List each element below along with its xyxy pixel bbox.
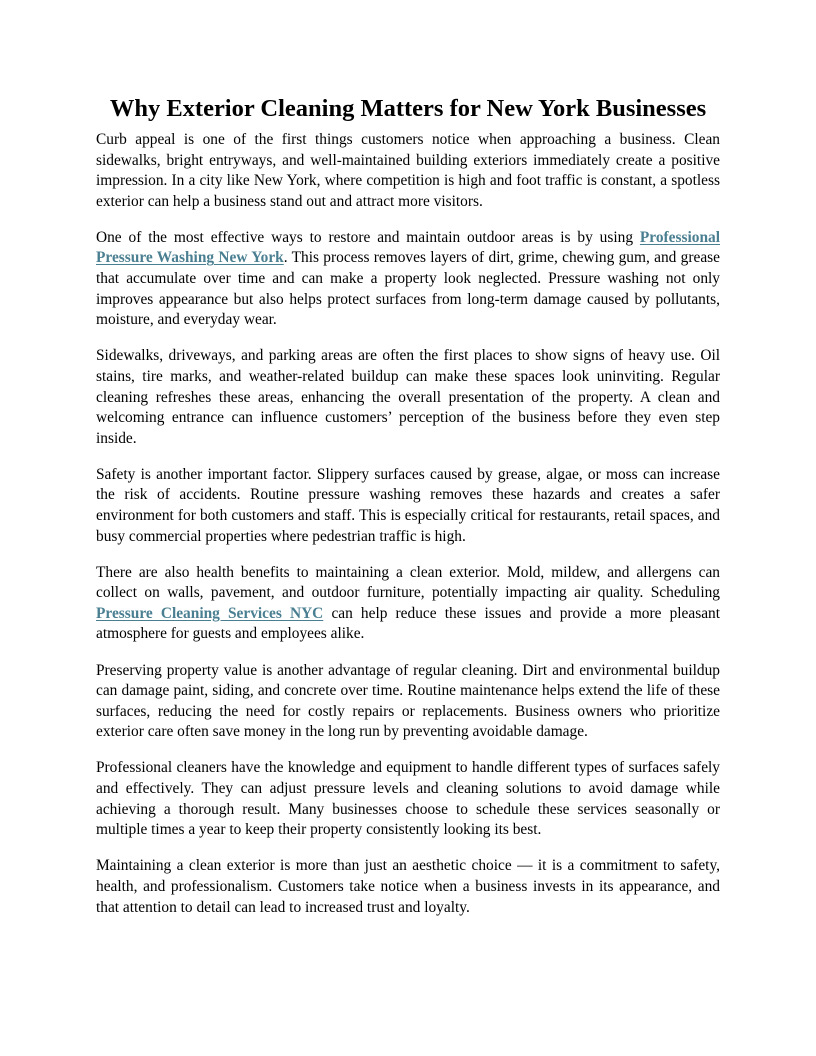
link-professional-pressure-washing[interactable]: Professional Pressure Washing New York xyxy=(96,228,720,267)
paragraph-text-after-link: . This process removes layers of dirt, grime, chewing gum, and grease that accumulate over time and can make a property look neglected. Pressure washing not only improves appearance but also helps protect surfaces from long-term damage caused by pollutants, moisture, and everyday wear. xyxy=(96,249,720,329)
document-title: Why Exterior Cleaning Matters for New York Businesses xyxy=(109,95,707,122)
paragraph-curb-appeal: Curb appeal is one of the first things customers notice when approaching a business. Clean sidewalks, bright entryways, and well-maintained building exteriors immediately create a positive impression. In a city like New York, where competition is high and foot traffic is constant, a spotless exterior can help a business stand out and attract more visitors. xyxy=(96,131,720,210)
paragraph-health xyxy=(96,563,720,645)
paragraph-sidewalks: Sidewalks, driveways, and parking areas are often the first places to show signs of heavy use. Oil stains, tire marks, and weather-related buildup can make these spaces look uninviting. Regular cleaning refreshes these areas, enhancing the overall presentation of the property. A clean and welcoming entrance can influence customers’ perception of the business before they even step inside. xyxy=(96,347,720,447)
document-page xyxy=(96,92,720,934)
paragraph-text-before-link: There are also health benefits to maintaining a clean exterior. Mold, mildew, and allergens can collect on walls, pavement, and outdoor furniture, potentially impacting air quality. Scheduling xyxy=(96,563,720,602)
paragraph-safety: Safety is another important factor. Slippery surfaces caused by grease, algae, or moss can increase the risk of accidents. Routine pressure washing removes these hazards and creates a safer environment for both customers and staff. This is especially critical for restaurants, retail spaces, and busy commercial properties where pedestrian traffic is high. xyxy=(96,465,720,545)
paragraph-text-after-link: can help reduce these issues and provide a more pleasant atmosphere for guests and employees alike. xyxy=(96,604,720,643)
paragraph-pressure-washing xyxy=(96,228,720,331)
link-pressure-cleaning-services[interactable]: Pressure Cleaning Services NYC xyxy=(96,604,324,622)
paragraph-conclusion: Maintaining a clean exterior is more than just an aesthetic choice — it is a commitment to safety, health, and professionalism. Customers take notice when a business invests in its appearance, and that attention to detail can lead to increased trust and loyalty. xyxy=(96,857,720,916)
paragraph-professional-cleaners: Professional cleaners have the knowledge and equipment to handle different types of surfaces safely and effectively. They can adjust pressure levels and cleaning solutions to avoid damage while achieving a thorough result. Many businesses choose to schedule these services seasonally or multiple times a year to keep their property consistently looking its best. xyxy=(96,759,720,839)
paragraph-text-before-link: One of the most effective ways to restore and maintain outdoor areas is by using xyxy=(96,228,640,246)
paragraph-property-value: Preserving property value is another advantage of regular cleaning. Dirt and environmental buildup can damage paint, siding, and concrete over time. Routine maintenance helps extend the life of these surfaces, reducing the need for costly repairs or replacements. Business owners who prioritize exterior care often save money in the long run by preventing avoidable damage. xyxy=(96,661,720,741)
